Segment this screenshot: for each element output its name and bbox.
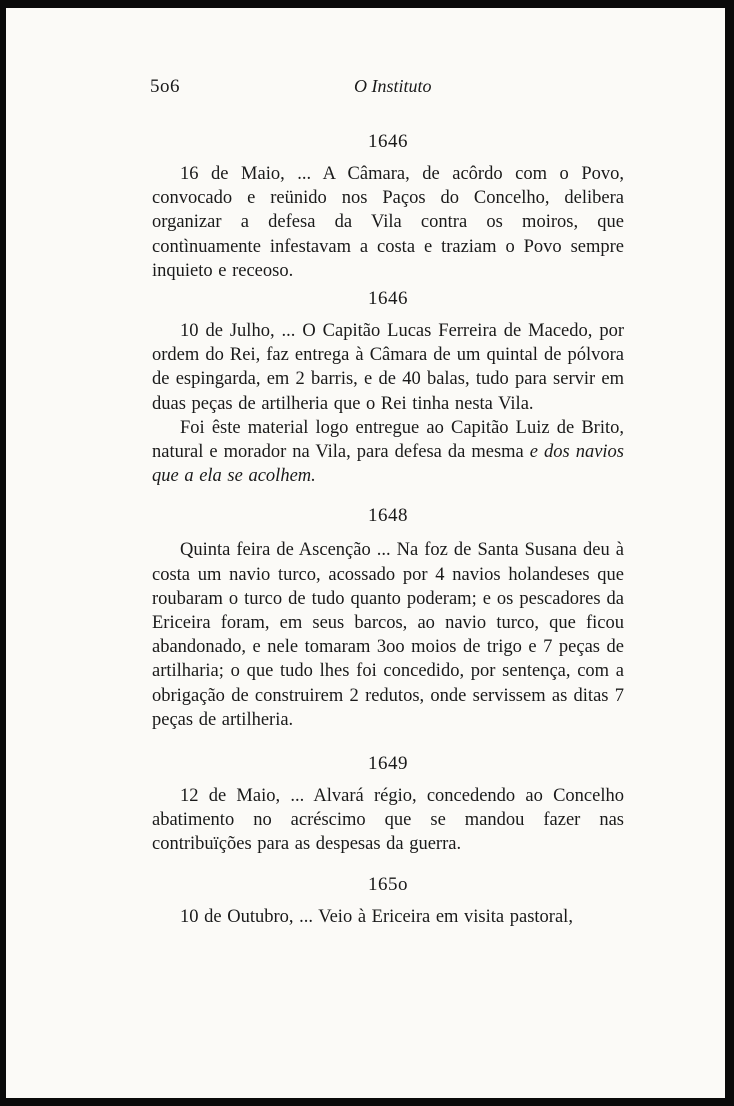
entry-paragraph: 12 de Maio, ... Alvará régio, concedendo ao Concelho abatimento no acréscimo que se mandou fazer nas contribuïções para as despesas da guerra. xyxy=(152,786,624,855)
body-text xyxy=(152,130,624,929)
paragraph-text: Foi êste material logo entregue ao Capitão Luiz de Brito, natural e morador na Vila, para defesa da mesma xyxy=(152,417,624,463)
entry-paragraph: Quinta feira de Ascenção ... Na foz de Santa Susana deu à costa um navio turco, acossado por 4 navios holandeses que roubaram o turco de tudo quanto poderam; e os pescadores da Ericeira foram, em seus barcos, ao navio turco, que ficou abandonado, e nele tomaram 3oo moios de trigo e 7 peças de artilharia; o que tudo lhes foi concedido, por sentença, com a obrigação de construirem 2 redutos, onde servissem as ditas 7 peças de artilheria. xyxy=(152,540,624,730)
italic-phrase: e dos navios que a ela se acolhem. xyxy=(152,442,624,487)
entry-year: 165o xyxy=(368,873,408,895)
entry-paragraph: 10 de Outubro, ... Veio à Ericeira em visita pastoral, xyxy=(180,906,573,927)
entry-paragraph xyxy=(152,416,624,489)
entry-year: 1646 xyxy=(368,288,408,310)
entry-year: 1648 xyxy=(368,505,408,527)
page-number: 5o6 xyxy=(150,76,180,97)
entry-paragraph: 10 de Julho, ... O Capitão Lucas Ferreira de Macedo, por ordem do Rei, faz entrega à Câmara de um quintal de pólvora de espingarda, em 2 barris, e de 40 balas, tudo para servir em duas peças de artilheria que o Rei tinha nesta Vila. xyxy=(152,321,624,414)
running-title: O Instituto xyxy=(354,76,432,96)
entry-paragraph: 16 de Maio, ... A Câmara, de acôrdo com o Povo, convocado e reünido nos Paços do Concelho, delibera organizar a defesa da Vila contra os moiros, que contìnuamente infestavam a costa e traziam o Povo sempre inquieto e receoso. xyxy=(152,164,624,281)
entry-year: 1649 xyxy=(368,753,408,775)
entry-year: 1646 xyxy=(368,131,408,152)
